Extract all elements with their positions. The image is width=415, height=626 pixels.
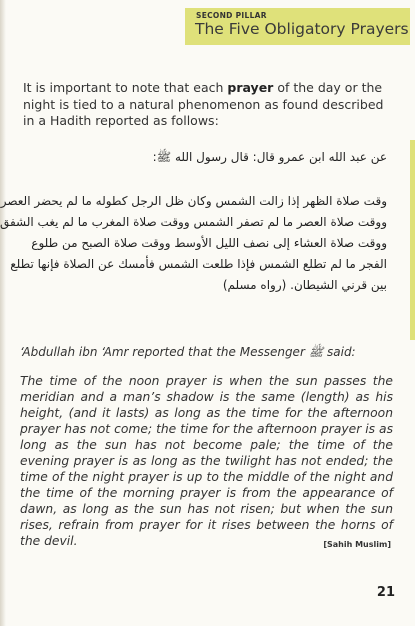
arabic-hadith-line: ووقت صلاة العشاء إلى نصف الليل الأوسط ووقت صلاة الصبح من طلوع [31, 236, 387, 250]
intro-keyword: prayer [227, 80, 274, 95]
section-label: SECOND PILLAR [196, 11, 267, 20]
page-edge-shadow [0, 0, 6, 626]
arabic-narrator-line: عن عبد الله ابن عمرو قال: قال رسول الله ﷺ: [152, 150, 387, 164]
side-tab-marker [410, 140, 415, 340]
arabic-hadith-line: وقت صلاة الظهر إذا زالت الشمس وكان ظل الرجل كطوله ما لم يحضر العصر [0, 194, 387, 208]
arabic-hadith-line: الفجر ما لم تطلع الشمس فإذا طلعت الشمس فأمسك عن الصلاة فإنها تطلع [10, 257, 387, 271]
translation-intro: ‘Abdullah ibn ‘Amr reported that the Messenger ﷺ said: [20, 345, 356, 359]
intro-paragraph [23, 80, 393, 130]
translation-body: The time of the noon prayer is when the sun passes the meridian and a man’s shadow is the same (length) as his height, (and it lasts) as long as the time for the afternoon prayer has not come; the time for the afternoon prayer is as long as the sun has not become pale; the time of the evening prayer is as long as the twilight has not ended; the time of the night prayer is up to the middle of the night and the time of the morning prayer is from the appearance of dawn, as long as the sun has not risen; but when the sun rises, refrain from prayer for it rises between the horns of the devil. [20, 374, 393, 548]
chapter-title: The Five Obligatory Prayers [195, 20, 409, 38]
intro-text-before: It is important to note that each [23, 80, 228, 95]
page-number: 21 [376, 585, 395, 600]
arabic-hadith-line: ووقت صلاة العصر ما لم تصفر الشمس ووقت صلاة المغرب ما لم يغب الشفق [0, 215, 387, 229]
hadith-source: [Sahih Muslim] [323, 540, 391, 549]
intro-text-after: of the day or the night is tied to a natural phenomenon as found described in a Hadith reported as follows: [23, 80, 384, 128]
arabic-hadith-line: بين قرني الشيطان. (رواه مسلم) [222, 278, 387, 292]
